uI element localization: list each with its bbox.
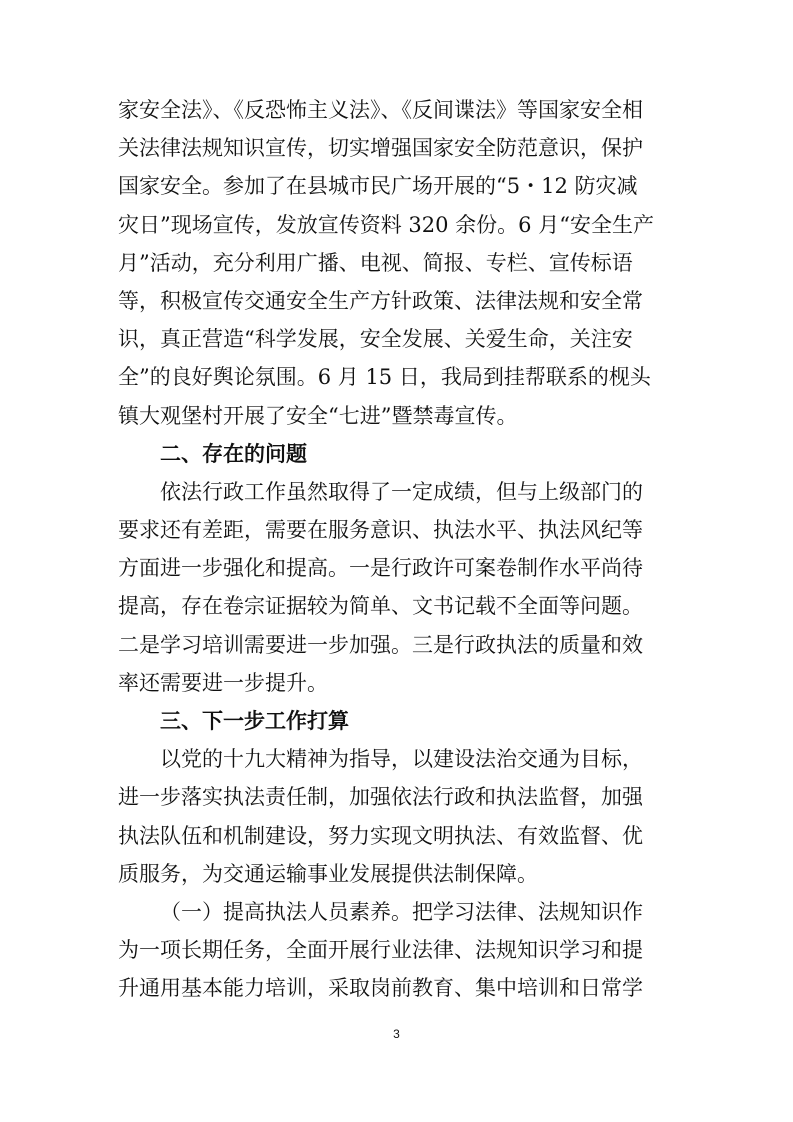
- text-line: 二是学习培训需要进一步加强。三是行政执法的质量和效: [118, 632, 643, 657]
- text-line: 升通用基本能力培训，采取岗前教育、集中培训和日常学: [118, 976, 643, 1001]
- section-heading-problems: 二、存在的问题: [160, 441, 307, 466]
- text-line: 方面进一步强化和提高。一是行政许可案卷制作水平尚待: [118, 556, 643, 581]
- text-line: 提高，存在卷宗证据较为简单、文书记载不全面等问题。: [118, 594, 643, 619]
- text-line: 识，真正营造“科学发展，安全发展、关爱生命，关注安: [118, 327, 633, 352]
- text-line: 执法队伍和机制建设，努力实现文明执法、有效监督、优: [118, 823, 643, 848]
- page-number: 3: [393, 1027, 400, 1041]
- text-line: 家安全法》、《反恐怖主义法》、《反间谍法》等国家安全相: [118, 98, 643, 122]
- text-line: 关法律法规知识宣传，切实增强国家安全防范意识，保护: [118, 136, 643, 161]
- text-line: 月”活动，充分利用广播、电视、简报、专栏、宣传标语: [118, 250, 633, 275]
- text-line: 依法行政工作虽然取得了一定成绩，但与上级部门的: [160, 479, 643, 504]
- section-heading-next-steps: 三、下一步工作打算: [160, 709, 349, 733]
- text-line: 率还需要进一步提升。: [118, 670, 328, 695]
- text-line: 灾日”现场宣传，发放宣传资料 320 余份。6 月“安全生产: [118, 212, 654, 237]
- text-line: 镇大观堡村开展了安全“七进”暨禁毒宣传。: [118, 403, 518, 428]
- text-line: 进一步落实执法责任制，加强依法行政和执法监督，加强: [118, 785, 643, 810]
- text-line: 质服务，为交通运输事业发展提供法制保障。: [118, 861, 538, 886]
- text-line: （一）提高执法人员素养。把学习法律、法规知识作: [160, 899, 643, 924]
- text-line: 全”的良好舆论氛围。6 月 15 日，我局到挂帮联系的枧头: [118, 365, 651, 390]
- text-line: 国家安全。参加了在县城市民广场开展的“5・12 防灾减: [118, 174, 638, 199]
- text-line: 等，积极宣传交通安全生产方针政策、法律法规和安全常: [118, 288, 643, 313]
- body-text: [118, 91, 678, 1008]
- text-line: 以党的十九大精神为指导，以建设法治交通为目标，: [160, 747, 643, 772]
- text-line: 要求还有差距，需要在服务意识、执法水平、执法风纪等: [118, 518, 643, 543]
- text-line: 为一项长期任务，全面开展行业法律、法规知识学习和提: [118, 938, 643, 963]
